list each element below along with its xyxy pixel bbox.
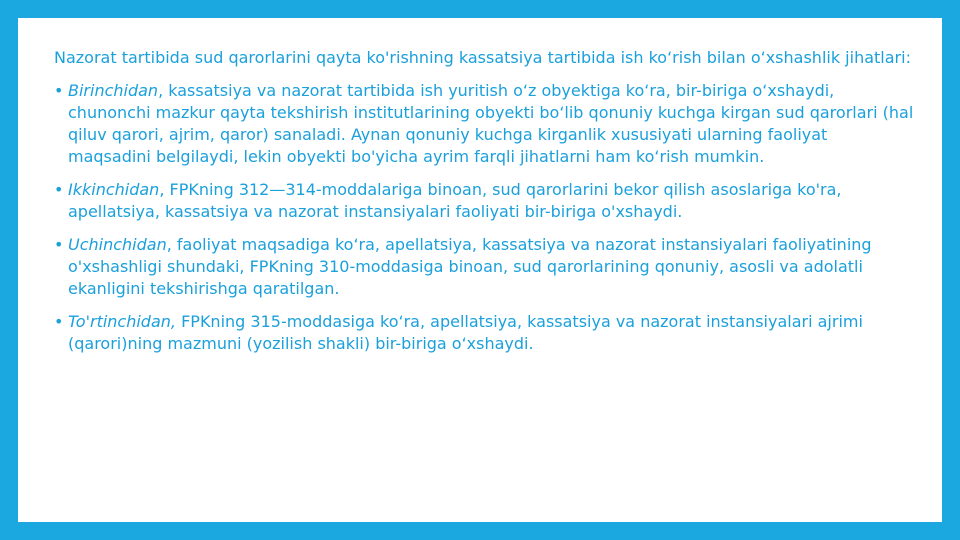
bullet-point: [54, 234, 914, 300]
bullet-icon: •: [54, 81, 64, 100]
slide: [18, 18, 942, 522]
slide-heading: Nazorat tartibida sud qarorlarini qayta ko'rishning kassatsiya tartibida ish ko‘rish bilan o‘xshashlik jihatlari:: [54, 48, 911, 67]
bullet-text: , kassatsiya va nazorat tartibida ish yuritish o‘z obyektiga ko‘ra, bir-biriga o‘xshaydi, chunonchi mazkur qayta tekshirish institutlarining obyekti bo‘lib qonuniy kuchga kirgan sud qarorlari (hal qiluv qarori, ajrim, qaror) sanaladi. Aynan qonuniy kuchga kirganlik xususiyati ularning faoliyat maqsadini belgilaydi, lekin obyekti bo'yicha ayrim farqli jihatlarni ham ko‘rish mumkin.: [68, 81, 914, 166]
bullet-lead: Uchinchidan: [68, 235, 167, 254]
bullet-lead: Birinchidan: [68, 81, 159, 100]
bullet-icon: •: [54, 235, 64, 254]
bullet-lead: Ikkinchidan: [68, 180, 160, 199]
bullet-icon: •: [54, 312, 64, 331]
bullet-icon: •: [54, 180, 64, 199]
bullet-point: [54, 179, 914, 223]
bullet-lead: To'rtinchidan,: [68, 312, 176, 331]
bullet-list: [54, 80, 914, 355]
bullet-point: [54, 311, 914, 355]
bullet-text: , FPKning 312—314-moddalariga binoan, sud qarorlarini bekor qilish asoslariga ko'ra, apellatsiya, kassatsiya va nazorat instansiyalari faoliyati bir-biriga o'xshaydi.: [68, 180, 842, 221]
bullet-text: FPKning 315-moddasiga ko‘ra, apellatsiya, kassatsiya va nazorat instansiyalari ajrimi (qarori)ning mazmuni (yozilish shakli) bir-biriga o‘xshaydi.: [68, 312, 863, 353]
slide-content: [54, 47, 914, 366]
bullet-point: [54, 80, 914, 168]
bullet-text: , faoliyat maqsadiga ko‘ra, apellatsiya, kassatsiya va nazorat instansiyalari faoliyatining o'xshashligi shundaki, FPKning 310-moddasiga binoan, sud qarorlarining qonuniy, asosli va adolatli ekanligini tekshirishga qaratilgan.: [68, 235, 872, 298]
